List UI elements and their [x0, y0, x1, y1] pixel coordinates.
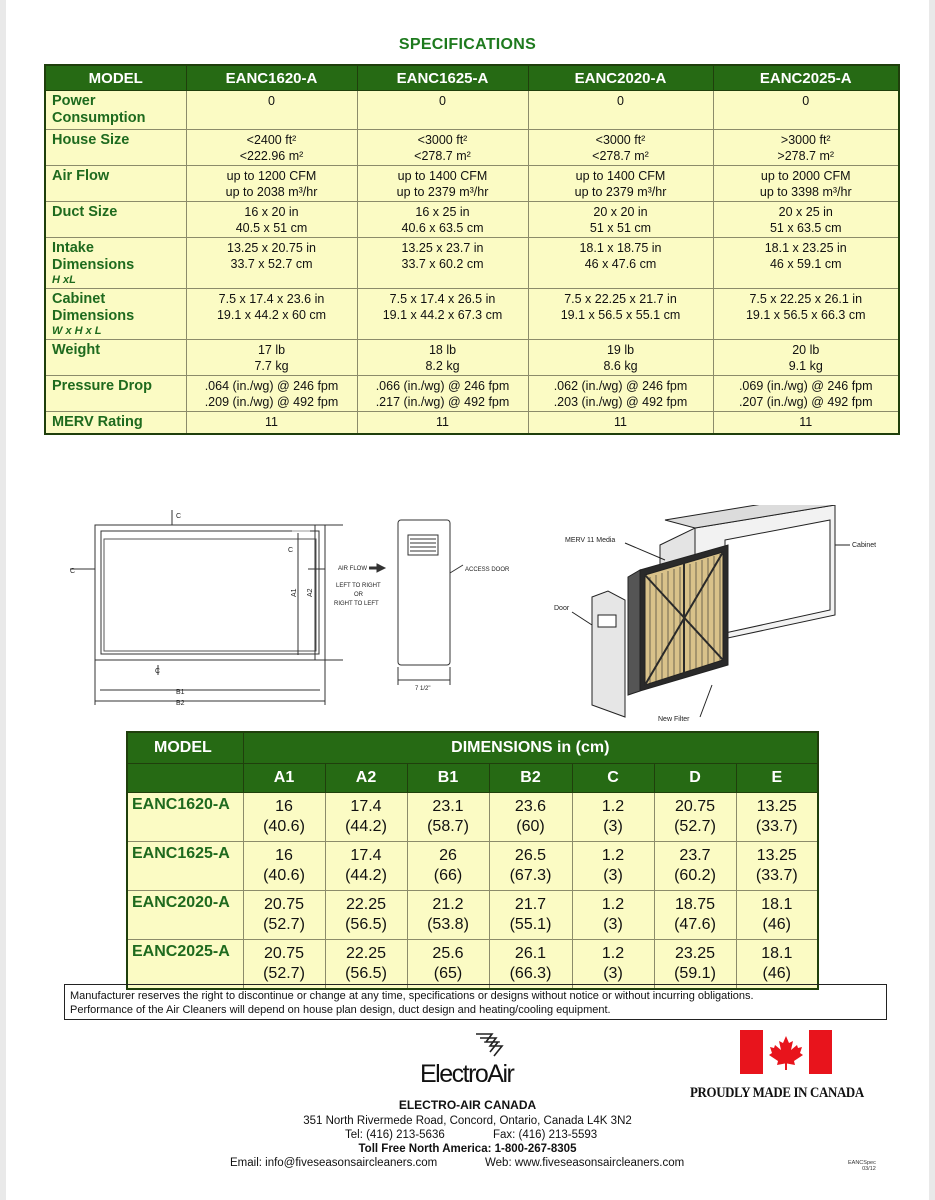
spec-row-cabinet-dimensions: [45, 289, 899, 340]
logo-mark-icon: [414, 1030, 544, 1062]
label-a2: A2: [307, 588, 314, 597]
spec-label-text: Power Consumption: [52, 93, 146, 126]
dims-value-cm: (55.1): [509, 915, 552, 933]
dims-value-in: 26.5: [514, 846, 547, 864]
spec-label-text: MERV Rating: [52, 414, 143, 430]
dims-col-a2: A2: [325, 764, 407, 793]
spec-label-text: House Size: [52, 132, 130, 148]
dims-cell: [489, 891, 572, 940]
company-address: 351 North Rivermede Road, Concord, Ontario, Canada L4K 3N2: [303, 1115, 632, 1127]
dims-value-in: 18.1: [761, 944, 793, 962]
front-view-drawing: [70, 510, 343, 705]
dims-value-cm: (40.6): [263, 817, 305, 835]
spec-row-house-size: [45, 130, 899, 166]
dims-model-name: EANC1620-A: [127, 793, 243, 842]
spec-cell: [186, 238, 357, 289]
dims-col-b2: B2: [489, 764, 572, 793]
label-c-right: C: [288, 547, 294, 554]
spec-cell-line: 11: [436, 415, 449, 429]
dims-value-cm: (52.7): [263, 964, 305, 982]
dims-value-in: 16: [275, 797, 293, 815]
dims-value-cm: (47.6): [674, 915, 716, 933]
dims-value-cm: (56.5): [345, 964, 387, 982]
fax: Fax: (416) 213-5593: [493, 1129, 598, 1141]
spec-cell-line: .066 (in./wg) @ 246 fpm: [375, 379, 510, 393]
contact-line: [230, 1157, 685, 1169]
spec-cell: [528, 412, 713, 435]
page-title: SPECIFICATIONS: [398, 36, 537, 53]
spec-cell: [357, 166, 528, 202]
spec-row-power-consumption: [45, 91, 899, 130]
dims-value-cm: (33.7): [755, 817, 798, 835]
spec-cell-line: 18 lb: [428, 343, 457, 357]
spec-cell: [528, 289, 713, 340]
spec-cell-line: up to 2379 m³/hr: [574, 185, 667, 199]
spec-cell: [186, 130, 357, 166]
telephone: Tel: (416) 213-5636: [345, 1129, 445, 1141]
spec-cell: [186, 412, 357, 435]
dims-value-cm: (53.8): [427, 915, 469, 933]
dims-value-cm: (33.7): [755, 866, 798, 884]
spec-cell-line: 33.7 x 52.7 cm: [230, 257, 313, 271]
spec-row-label: [45, 91, 186, 130]
label-new-filter: New Filter: [658, 716, 690, 723]
dims-row-eanc1620-a: [127, 793, 818, 842]
spec-row-merv-rating: [45, 412, 899, 435]
electroair-logo: [414, 1030, 544, 1092]
dims-cell: [654, 793, 736, 842]
spec-cell: [528, 130, 713, 166]
spec-cell: [357, 91, 528, 130]
dims-value-in: 17.4: [350, 797, 382, 815]
spec-cell-line: 16 x 20 in: [244, 205, 299, 219]
page-edge-left: [0, 0, 6, 1200]
spec-row-label: [45, 412, 186, 435]
label-air-flow: AIR FLOW: [338, 566, 368, 572]
spec-cell: [528, 91, 713, 130]
spec-header-eanc2020: EANC2020-A: [528, 65, 713, 91]
spec-cell: [186, 289, 357, 340]
spec-cell: [357, 289, 528, 340]
dims-cell: [654, 891, 736, 940]
spec-row-label: [45, 166, 186, 202]
label-depth: 7 1/2": [415, 686, 431, 692]
dims-header-model: MODEL: [127, 732, 243, 764]
dims-model-name: EANC2025-A: [127, 940, 243, 990]
dims-value-in: 23.6: [514, 797, 547, 815]
dims-value-in: 22.25: [345, 944, 387, 962]
label-a1: A1: [291, 588, 298, 597]
dims-cell: [736, 793, 818, 842]
dims-value-in: 21.2: [432, 895, 464, 913]
document-code: [848, 1160, 876, 1172]
dims-header-blank: [127, 764, 243, 793]
spec-cell-line: 13.25 x 20.75 in: [227, 241, 316, 255]
spec-cell: [713, 202, 899, 238]
dims-value-in: 23.7: [679, 846, 711, 864]
website-link[interactable]: Web: www.fiveseasonsaircleaners.com: [485, 1157, 685, 1169]
dims-cell: [736, 842, 818, 891]
dimension-drawings: [60, 505, 880, 727]
dims-row-eanc2020-a: [127, 891, 818, 940]
spec-cell: [713, 238, 899, 289]
spec-label-text: Weight: [52, 342, 101, 358]
spec-label-text: Duct Size: [52, 204, 118, 220]
dims-value-in: 21.7: [514, 895, 547, 913]
dims-value-in: 13.25: [756, 846, 797, 864]
spec-cell: [186, 91, 357, 130]
email-link[interactable]: Email: info@fiveseasonsaircleaners.com: [230, 1157, 438, 1169]
dims-col-d: D: [654, 764, 736, 793]
spec-label-text: Pressure Drop: [52, 378, 152, 394]
dims-value-cm: (3): [603, 866, 623, 884]
spec-cell-line: 13.25 x 23.7 in: [401, 241, 484, 255]
spec-cell: [713, 376, 899, 412]
spec-cell-line: 40.6 x 63.5 cm: [401, 221, 484, 235]
spec-cell-line: 20 x 25 in: [778, 205, 833, 219]
dims-header-row: [127, 732, 818, 764]
spec-cell-line: .069 (in./wg) @ 246 fpm: [738, 379, 873, 393]
spec-cell-line: .207 (in./wg) @ 492 fpm: [738, 395, 873, 409]
spec-cell: [186, 202, 357, 238]
spec-row-duct-size: [45, 202, 899, 238]
spec-row-label: [45, 202, 186, 238]
spec-cell: [357, 376, 528, 412]
side-view-labels: [334, 566, 510, 692]
dims-value-in: 18.75: [674, 895, 716, 913]
dims-header-group: DIMENSIONS in (cm): [243, 732, 818, 764]
spec-cell: [357, 202, 528, 238]
dims-col-e: E: [736, 764, 818, 793]
spec-row-label: [45, 376, 186, 412]
dims-model-name: EANC2020-A: [127, 891, 243, 940]
dims-value-in: 13.25: [756, 797, 797, 815]
spec-cell-line: 19.1 x 56.5 x 55.1 cm: [560, 308, 681, 322]
dims-value-cm: (56.5): [345, 915, 387, 933]
spec-header-model: MODEL: [45, 65, 186, 91]
dims-row-eanc2025-a: [127, 940, 818, 990]
dims-cell: [243, 842, 325, 891]
spec-cell-line: 11: [614, 415, 627, 429]
spec-cell-line: up to 1200 CFM: [226, 169, 317, 183]
dims-value-in: 23.25: [674, 944, 716, 962]
spec-cell: [357, 412, 528, 435]
dims-value-in: 25.6: [432, 944, 464, 962]
spec-cell-line: 19.1 x 44.2 x 67.3 cm: [382, 308, 503, 322]
spec-cell-line: >3000 ft²: [780, 133, 831, 147]
dims-value-cm: (67.3): [509, 866, 552, 884]
spec-cell-line: 0: [268, 94, 275, 108]
label-right-to-left: RIGHT TO LEFT: [334, 601, 379, 607]
spec-row-weight: [45, 340, 899, 376]
dims-cell: [572, 793, 654, 842]
spec-cell-line: <2400 ft²: [246, 133, 297, 147]
dims-value-in: 20.75: [263, 944, 305, 962]
spec-cell-line: .209 (in./wg) @ 492 fpm: [204, 395, 339, 409]
spec-cell-line: <278.7 m²: [592, 149, 649, 163]
spec-cell-line: >278.7 m²: [777, 149, 835, 163]
dims-cell: [325, 940, 407, 990]
dims-value-cm: (60): [516, 817, 545, 835]
dims-cell: [736, 940, 818, 990]
label-left-to-right: LEFT TO RIGHT: [336, 583, 381, 589]
canada-flag-icon: [740, 1030, 832, 1074]
label-c-left: C: [70, 568, 76, 575]
label-door: Door: [554, 605, 570, 612]
spec-cell-line: <3000 ft²: [595, 133, 646, 147]
spec-cell-line: 17 lb: [257, 343, 286, 357]
dims-value-cm: (46): [762, 964, 791, 982]
dims-value-cm: (44.2): [345, 817, 387, 835]
spec-label-text: Cabinet Dimensions: [52, 291, 135, 324]
dims-cell: [243, 940, 325, 990]
dims-cell: [572, 842, 654, 891]
dims-value-cm: (46): [762, 915, 791, 933]
dims-value-cm: (3): [603, 817, 623, 835]
label-or: OR: [354, 592, 363, 598]
spec-label-units: W x H x L: [52, 325, 102, 337]
dims-value-cm: (40.6): [263, 866, 305, 884]
spec-cell-line: up to 2379 m³/hr: [396, 185, 489, 199]
dims-cell: [407, 842, 489, 891]
spec-cell: [528, 340, 713, 376]
dims-value-in: 17.4: [350, 846, 382, 864]
dims-value-in: 1.2: [601, 846, 625, 864]
spec-cell: [357, 340, 528, 376]
dims-value-cm: (66.3): [509, 964, 552, 982]
spec-row-label: [45, 289, 186, 340]
spec-cell-line: 19.1 x 56.5 x 66.3 cm: [745, 308, 866, 322]
spec-cell-line: 8.6 kg: [603, 359, 638, 373]
spec-cell-line: up to 2000 CFM: [760, 169, 851, 183]
dims-value-in: 1.2: [601, 944, 625, 962]
spec-cell-line: up to 3398 m³/hr: [759, 185, 852, 199]
spec-cell-line: 40.5 x 51 cm: [235, 221, 308, 235]
dims-value-cm: (52.7): [263, 915, 305, 933]
spec-cell-line: <222.96 m²: [239, 149, 304, 163]
spec-label-text: Intake Dimensions: [52, 240, 135, 273]
spec-cell-line: 51 x 51 cm: [589, 221, 652, 235]
label-b2: B2: [176, 700, 185, 707]
spec-cell-line: 7.5 x 22.25 x 21.7 in: [564, 292, 677, 306]
label-c-bottom: C: [155, 668, 161, 675]
dims-value-cm: (59.1): [674, 964, 716, 982]
spec-cell: [357, 130, 528, 166]
specifications-table: [44, 64, 900, 435]
spec-label-text: Air Flow: [52, 168, 110, 184]
spec-cell-line: .203 (in./wg) @ 492 fpm: [553, 395, 688, 409]
spec-cell-line: <3000 ft²: [417, 133, 468, 147]
spec-cell-line: up to 1400 CFM: [575, 169, 666, 183]
dims-value-in: 20.75: [263, 895, 305, 913]
dims-value-in: 26.1: [514, 944, 547, 962]
dimensions-table: [126, 731, 819, 990]
spec-cell-line: 0: [439, 94, 446, 108]
dims-cell: [489, 793, 572, 842]
dims-cell: [407, 793, 489, 842]
spec-cell-line: .217 (in./wg) @ 492 fpm: [375, 395, 510, 409]
spec-cell: [186, 166, 357, 202]
spec-cell-line: 0: [802, 94, 810, 108]
document-code-id: EANCSpec: [848, 1160, 876, 1166]
dims-value-cm: (60.2): [674, 866, 716, 884]
spec-cell: [528, 166, 713, 202]
dims-col-c: C: [572, 764, 654, 793]
spec-cell-line: 20 lb: [792, 343, 820, 357]
spec-cell-line: 8.2 kg: [425, 359, 460, 373]
dims-column-row: [127, 764, 818, 793]
side-view-drawing: [369, 520, 463, 685]
document-code-date: 03/12: [862, 1166, 876, 1172]
dims-value-in: 1.2: [601, 895, 625, 913]
phone-line: [345, 1129, 598, 1141]
spec-cell-line: up to 1400 CFM: [397, 169, 488, 183]
dims-value-cm: (66): [433, 866, 463, 884]
disclaimer-line: Performance of the Air Cleaners will depend on house plan design, duct design and heating/cooling equipment.: [70, 1004, 611, 1016]
spec-cell: [713, 166, 899, 202]
spec-cell-line: 51 x 63.5 cm: [769, 221, 842, 235]
dims-cell: [325, 793, 407, 842]
spec-cell-line: 16 x 25 in: [415, 205, 470, 219]
dims-cell: [407, 891, 489, 940]
dims-cell: [572, 891, 654, 940]
dims-value-in: 20.75: [674, 797, 716, 815]
company-name: ELECTRO-AIR CANADA: [398, 1098, 537, 1112]
spec-cell-line: 19.1 x 44.2 x 60 cm: [216, 308, 327, 322]
spec-header-eanc2025: EANC2025-A: [713, 65, 899, 91]
dims-cell: [736, 891, 818, 940]
label-cabinet: Cabinet: [852, 542, 877, 549]
dims-value-cm: (65): [433, 964, 463, 982]
dims-col-a1: A1: [243, 764, 325, 793]
spec-row-label: [45, 340, 186, 376]
dims-value-cm: (52.7): [674, 817, 716, 835]
spec-row-intake-dimensions: [45, 238, 899, 289]
dims-model-name: EANC1625-A: [127, 842, 243, 891]
disclaimer-box: [64, 984, 887, 1020]
dims-value-cm: (3): [603, 964, 623, 982]
dims-value-in: 23.1: [432, 797, 464, 815]
disclaimer-line: Manufacturer reserves the right to discontinue or change at any time, specifications or designs without notice or without incurring obligations.: [70, 990, 754, 1002]
dims-value-in: 18.1: [761, 895, 793, 913]
spec-cell-line: 46 x 59.1 cm: [769, 257, 842, 271]
spec-cell-line: 46 x 47.6 cm: [584, 257, 657, 271]
spec-cell-line: 7.5 x 17.4 x 26.5 in: [389, 292, 496, 306]
spec-cell-line: .064 (in./wg) @ 246 fpm: [204, 379, 339, 393]
spec-cell-line: 33.7 x 60.2 cm: [401, 257, 484, 271]
toll-free-number: Toll Free North America: 1-800-267-8305: [358, 1143, 577, 1155]
made-in-canada-caption: PROUDLY MADE IN CANADA: [690, 1085, 864, 1101]
spec-cell: [713, 412, 899, 435]
spec-cell: [713, 289, 899, 340]
dims-cell: [243, 793, 325, 842]
label-access-door: ACCESS DOOR: [465, 567, 510, 573]
spec-cell-line: 19 lb: [606, 343, 635, 357]
dims-value-cm: (58.7): [427, 817, 469, 835]
spec-row-air-flow: [45, 166, 899, 202]
dims-col-b1: B1: [407, 764, 489, 793]
spec-cell: [186, 376, 357, 412]
spec-row-label: [45, 130, 186, 166]
dims-cell: [489, 842, 572, 891]
front-view-labels: [70, 513, 314, 707]
spec-cell-line: 11: [265, 415, 278, 429]
spec-row-pressure-drop: [45, 376, 899, 412]
spec-cell-line: 7.7 kg: [254, 359, 289, 373]
dims-cell: [654, 940, 736, 990]
dims-cell: [572, 940, 654, 990]
spec-cell-line: 20 x 20 in: [593, 205, 648, 219]
dims-value-in: 26: [439, 846, 457, 864]
spec-cell-line: 0: [617, 94, 624, 108]
label-b1: B1: [176, 689, 185, 696]
dims-cell: [654, 842, 736, 891]
page-edge-right: [929, 0, 935, 1200]
spec-header-row: [45, 65, 899, 91]
dims-cell: [325, 891, 407, 940]
spec-cell-line: <278.7 m²: [414, 149, 471, 163]
spec-cell: [357, 238, 528, 289]
spec-cell: [713, 91, 899, 130]
spec-cell-line: 18.1 x 23.25 in: [764, 241, 847, 255]
spec-cell-line: 7.5 x 17.4 x 23.6 in: [218, 292, 325, 306]
dims-cell: [407, 940, 489, 990]
dims-cell: [489, 940, 572, 990]
spec-cell: [528, 238, 713, 289]
logo-wordmark: ElectroAir: [420, 1060, 514, 1088]
dims-value-cm: (44.2): [345, 866, 387, 884]
dims-value-cm: (3): [603, 915, 623, 933]
dims-value-in: 1.2: [601, 797, 625, 815]
spec-cell-line: 7.5 x 22.25 x 26.1 in: [749, 292, 863, 306]
spec-cell-line: up to 2038 m³/hr: [225, 185, 318, 199]
spec-cell: [186, 340, 357, 376]
spec-cell: [713, 340, 899, 376]
label-merv-media: MERV 11 Media: [565, 537, 616, 544]
spec-cell: [528, 202, 713, 238]
spec-cell: [528, 376, 713, 412]
spec-label-units: H xL: [52, 274, 76, 286]
dims-value-in: 22.25: [345, 895, 387, 913]
dims-row-eanc1625-a: [127, 842, 818, 891]
dims-value-in: 16: [275, 846, 293, 864]
dims-cell: [325, 842, 407, 891]
spec-row-label: [45, 238, 186, 289]
spec-cell-line: .062 (in./wg) @ 246 fpm: [553, 379, 688, 393]
spec-cell: [713, 130, 899, 166]
label-c-top: C: [176, 513, 182, 520]
dims-cell: [243, 891, 325, 940]
spec-header-eanc1625: EANC1625-A: [357, 65, 528, 91]
spec-cell-line: 11: [799, 415, 813, 429]
spec-cell-line: 9.1 kg: [788, 359, 823, 373]
spec-header-eanc1620: EANC1620-A: [186, 65, 357, 91]
spec-cell-line: 18.1 x 18.75 in: [579, 241, 662, 255]
